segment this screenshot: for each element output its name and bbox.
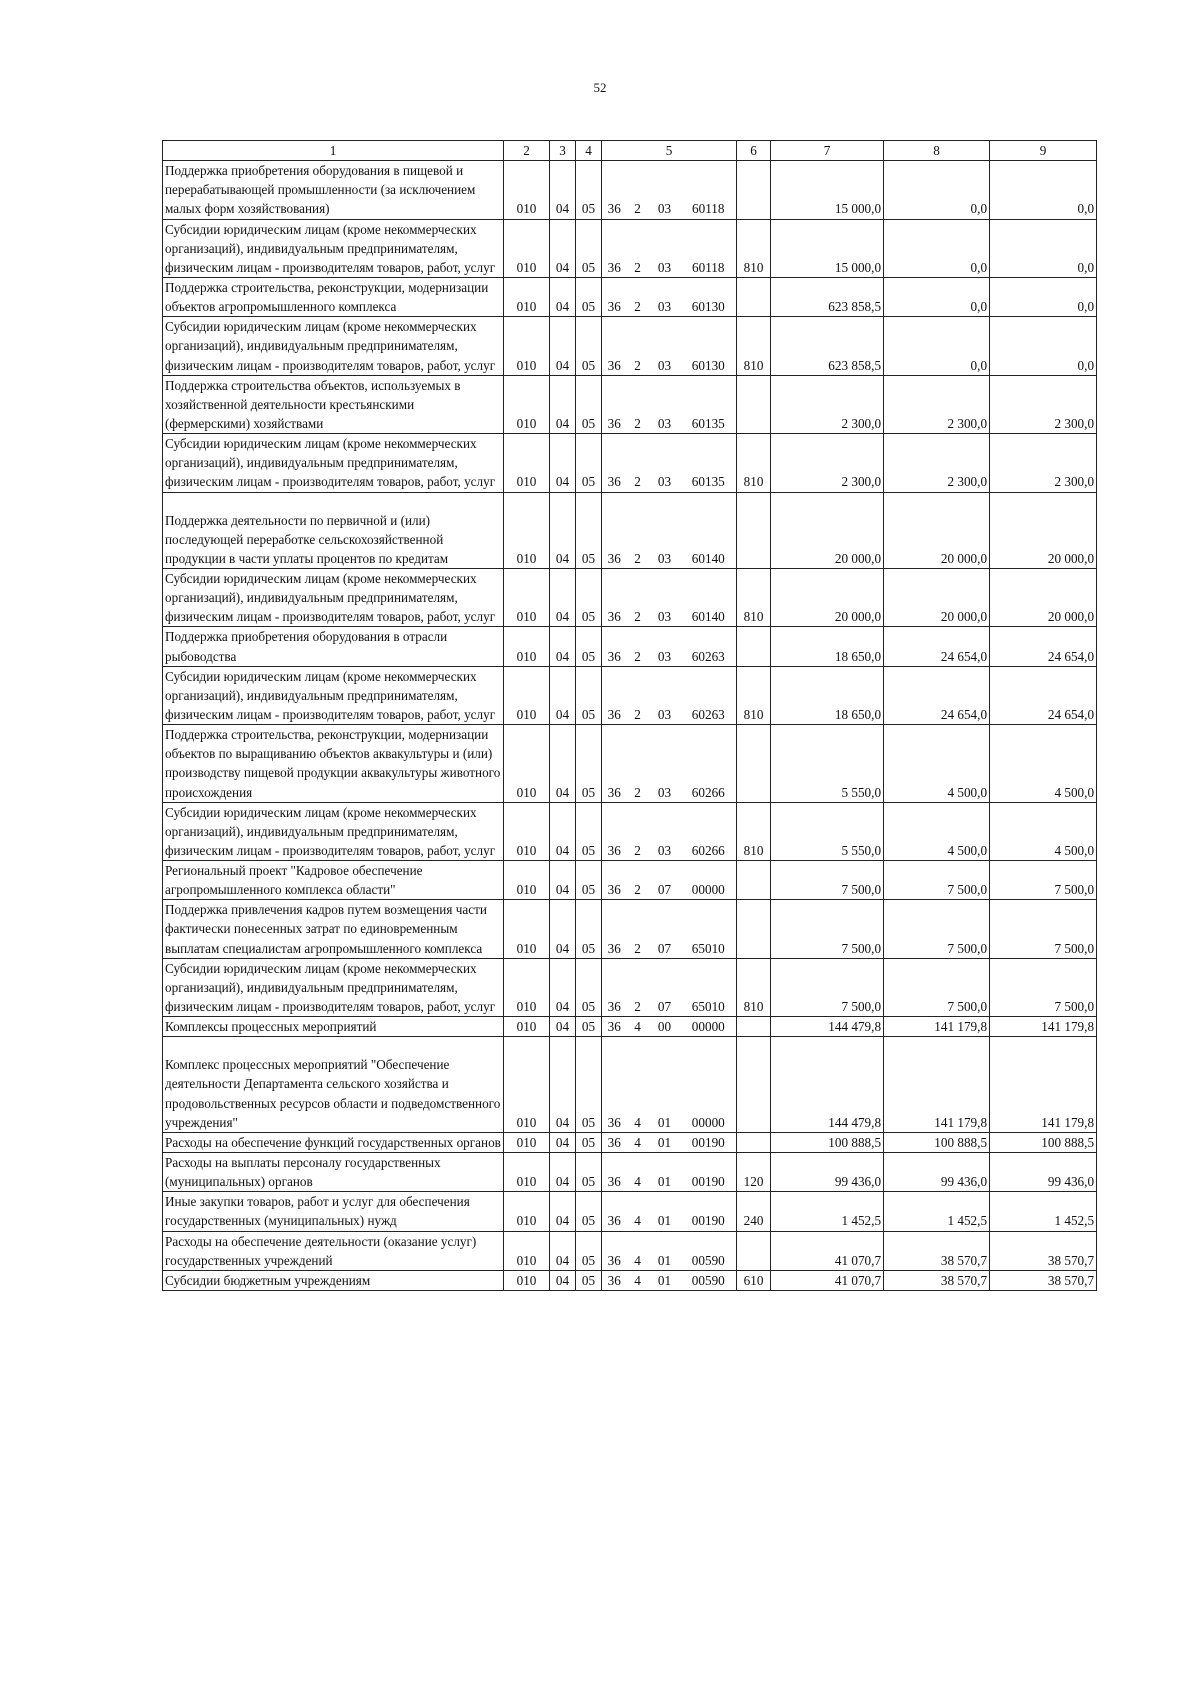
col-2: 010 xyxy=(504,1153,550,1192)
col-6 xyxy=(737,277,771,316)
col-2: 010 xyxy=(504,802,550,860)
col-7: 100 888,5 xyxy=(771,1132,884,1152)
code-part-2: 2 xyxy=(627,725,649,803)
code-part-2: 4 xyxy=(627,1270,649,1290)
col-8: 0,0 xyxy=(884,277,990,316)
table-row xyxy=(163,317,1097,375)
col-2: 010 xyxy=(504,861,550,900)
col-6 xyxy=(737,161,771,219)
code-part-4: 00590 xyxy=(681,1231,737,1270)
col-9: 20 000,0 xyxy=(990,492,1097,568)
row-name: Поддержка деятельности по первичной и (или) последующей переработке сельскохозяйственной продукции в части уплаты процентов по кредитам xyxy=(163,492,504,568)
col-9: 24 654,0 xyxy=(990,666,1097,724)
col-6 xyxy=(737,375,771,433)
col-8: 0,0 xyxy=(884,219,990,277)
col-3: 04 xyxy=(550,161,576,219)
col-3: 04 xyxy=(550,958,576,1016)
col-2: 010 xyxy=(504,900,550,958)
col-7: 623 858,5 xyxy=(771,317,884,375)
code-part-2: 2 xyxy=(627,492,649,568)
code-part-3: 03 xyxy=(649,802,681,860)
col-4: 05 xyxy=(576,1132,602,1152)
row-name: Субсидии юридическим лицам (кроме некоммерческих организаций), индивидуальным предпринимателям, физическим лицам - производителям товаров, работ, услуг xyxy=(163,317,504,375)
row-name: Комплексы процессных мероприятий xyxy=(163,1017,504,1037)
col-3: 04 xyxy=(550,1270,576,1290)
col-2: 010 xyxy=(504,492,550,568)
col-6 xyxy=(737,900,771,958)
col-9: 1 452,5 xyxy=(990,1192,1097,1231)
col-3: 04 xyxy=(550,219,576,277)
code-part-1: 36 xyxy=(602,434,627,492)
code-part-2: 2 xyxy=(627,317,649,375)
code-part-3: 03 xyxy=(649,568,681,626)
code-part-3: 03 xyxy=(649,375,681,433)
col-3: 04 xyxy=(550,1192,576,1231)
col-3: 04 xyxy=(550,317,576,375)
col-3: 04 xyxy=(550,725,576,803)
col-7: 15 000,0 xyxy=(771,161,884,219)
budget-table xyxy=(162,140,1097,1291)
row-name: Поддержка приобретения оборудования в отрасли рыбоводства xyxy=(163,627,504,666)
col-9: 0,0 xyxy=(990,277,1097,316)
code-part-4: 00000 xyxy=(681,1037,737,1133)
code-part-2: 2 xyxy=(627,277,649,316)
code-part-4: 60140 xyxy=(681,492,737,568)
col-4: 05 xyxy=(576,277,602,316)
col-4: 05 xyxy=(576,1153,602,1192)
col-8: 38 570,7 xyxy=(884,1231,990,1270)
header-col-5: 5 xyxy=(602,141,737,161)
col-8: 1 452,5 xyxy=(884,1192,990,1231)
code-part-1: 36 xyxy=(602,861,627,900)
col-8: 2 300,0 xyxy=(884,434,990,492)
code-part-4: 00590 xyxy=(681,1270,737,1290)
col-3: 04 xyxy=(550,627,576,666)
code-part-1: 36 xyxy=(602,492,627,568)
table-row xyxy=(163,434,1097,492)
col-4: 05 xyxy=(576,1017,602,1037)
row-name: Поддержка строительства, реконструкции, модернизации объектов агропромышленного комплекса xyxy=(163,277,504,316)
col-2: 010 xyxy=(504,1037,550,1133)
table-row xyxy=(163,568,1097,626)
col-6 xyxy=(737,1037,771,1133)
col-8: 24 654,0 xyxy=(884,666,990,724)
code-part-2: 4 xyxy=(627,1231,649,1270)
code-part-1: 36 xyxy=(602,219,627,277)
header-col-2: 2 xyxy=(504,141,550,161)
code-part-1: 36 xyxy=(602,627,627,666)
col-3: 04 xyxy=(550,1132,576,1152)
col-9: 141 179,8 xyxy=(990,1037,1097,1133)
col-6: 810 xyxy=(737,568,771,626)
code-part-4: 60118 xyxy=(681,161,737,219)
code-part-2: 4 xyxy=(627,1132,649,1152)
table-row xyxy=(163,958,1097,1016)
code-part-2: 2 xyxy=(627,802,649,860)
code-part-2: 4 xyxy=(627,1153,649,1192)
col-2: 010 xyxy=(504,1231,550,1270)
col-6 xyxy=(737,861,771,900)
col-7: 18 650,0 xyxy=(771,666,884,724)
code-part-4: 60135 xyxy=(681,375,737,433)
code-part-3: 01 xyxy=(649,1231,681,1270)
code-part-1: 36 xyxy=(602,1231,627,1270)
table-row xyxy=(163,277,1097,316)
code-part-1: 36 xyxy=(602,317,627,375)
code-part-3: 03 xyxy=(649,317,681,375)
row-name: Поддержка приобретения оборудования в пищевой и перерабатывающей промышленности (за исключением малых форм хозяйствования) xyxy=(163,161,504,219)
col-6 xyxy=(737,627,771,666)
col-9: 7 500,0 xyxy=(990,861,1097,900)
code-part-4: 65010 xyxy=(681,958,737,1016)
table-row xyxy=(163,666,1097,724)
col-9: 0,0 xyxy=(990,219,1097,277)
col-9: 2 300,0 xyxy=(990,434,1097,492)
col-4: 05 xyxy=(576,861,602,900)
col-6: 120 xyxy=(737,1153,771,1192)
code-part-4: 00000 xyxy=(681,1017,737,1037)
code-part-3: 03 xyxy=(649,434,681,492)
table-row xyxy=(163,802,1097,860)
col-2: 010 xyxy=(504,277,550,316)
code-part-1: 36 xyxy=(602,666,627,724)
table-row xyxy=(163,627,1097,666)
col-2: 010 xyxy=(504,434,550,492)
col-7: 2 300,0 xyxy=(771,375,884,433)
col-7: 144 479,8 xyxy=(771,1037,884,1133)
header-col-1: 1 xyxy=(163,141,504,161)
col-6 xyxy=(737,725,771,803)
col-2: 010 xyxy=(504,317,550,375)
col-6: 810 xyxy=(737,802,771,860)
col-2: 010 xyxy=(504,958,550,1016)
code-part-4: 65010 xyxy=(681,900,737,958)
code-part-2: 4 xyxy=(627,1017,649,1037)
code-part-1: 36 xyxy=(602,568,627,626)
col-7: 20 000,0 xyxy=(771,492,884,568)
code-part-4: 00000 xyxy=(681,861,737,900)
col-7: 7 500,0 xyxy=(771,900,884,958)
col-6 xyxy=(737,1132,771,1152)
code-part-1: 36 xyxy=(602,1192,627,1231)
row-name: Субсидии юридическим лицам (кроме некоммерческих организаций), индивидуальным предпринимателям, физическим лицам - производителям товаров, работ, услуг xyxy=(163,802,504,860)
row-name: Поддержка привлечения кадров путем возмещения части фактически понесенных затрат по единовременным выплатам специалистам агропромышленного комплекса xyxy=(163,900,504,958)
col-2: 010 xyxy=(504,1132,550,1152)
col-4: 05 xyxy=(576,725,602,803)
col-6: 810 xyxy=(737,958,771,1016)
col-7: 41 070,7 xyxy=(771,1270,884,1290)
col-8: 141 179,8 xyxy=(884,1017,990,1037)
code-part-2: 2 xyxy=(627,568,649,626)
code-part-1: 36 xyxy=(602,1270,627,1290)
row-name: Субсидии юридическим лицам (кроме некоммерческих организаций), индивидуальным предпринимателям, физическим лицам - производителям товаров, работ, услуг xyxy=(163,958,504,1016)
col-3: 04 xyxy=(550,1037,576,1133)
header-col-4: 4 xyxy=(576,141,602,161)
col-9: 100 888,5 xyxy=(990,1132,1097,1152)
code-part-3: 01 xyxy=(649,1153,681,1192)
col-2: 010 xyxy=(504,568,550,626)
col-4: 05 xyxy=(576,161,602,219)
col-6 xyxy=(737,492,771,568)
code-part-2: 2 xyxy=(627,861,649,900)
code-part-2: 2 xyxy=(627,627,649,666)
col-2: 010 xyxy=(504,1270,550,1290)
col-3: 04 xyxy=(550,492,576,568)
col-3: 04 xyxy=(550,375,576,433)
col-3: 04 xyxy=(550,1017,576,1037)
row-name: Субсидии юридическим лицам (кроме некоммерческих организаций), индивидуальным предпринимателям, физическим лицам - производителям товаров, работ, услуг xyxy=(163,434,504,492)
code-part-4: 60263 xyxy=(681,627,737,666)
code-part-3: 07 xyxy=(649,900,681,958)
col-3: 04 xyxy=(550,900,576,958)
table-row xyxy=(163,1192,1097,1231)
code-part-3: 01 xyxy=(649,1132,681,1152)
col-9: 0,0 xyxy=(990,161,1097,219)
row-name: Субсидии юридическим лицам (кроме некоммерческих организаций), индивидуальным предпринимателям, физическим лицам - производителям товаров, работ, услуг xyxy=(163,568,504,626)
col-4: 05 xyxy=(576,317,602,375)
code-part-1: 36 xyxy=(602,802,627,860)
col-8: 7 500,0 xyxy=(884,958,990,1016)
col-9: 7 500,0 xyxy=(990,958,1097,1016)
header-row xyxy=(163,141,1097,161)
code-part-4: 00190 xyxy=(681,1132,737,1152)
col-7: 5 550,0 xyxy=(771,725,884,803)
col-2: 010 xyxy=(504,219,550,277)
code-part-1: 36 xyxy=(602,1153,627,1192)
row-name: Поддержка строительства объектов, используемых в хозяйственной деятельности крестьянскими (фермерскими) хозяйствами xyxy=(163,375,504,433)
col-8: 100 888,5 xyxy=(884,1132,990,1152)
col-6: 810 xyxy=(737,219,771,277)
col-8: 2 300,0 xyxy=(884,375,990,433)
code-part-2: 2 xyxy=(627,958,649,1016)
table-row xyxy=(163,219,1097,277)
col-6: 810 xyxy=(737,434,771,492)
col-8: 141 179,8 xyxy=(884,1037,990,1133)
code-part-3: 03 xyxy=(649,627,681,666)
table-row xyxy=(163,1270,1097,1290)
col-7: 7 500,0 xyxy=(771,958,884,1016)
col-2: 010 xyxy=(504,725,550,803)
col-7: 18 650,0 xyxy=(771,627,884,666)
col-4: 05 xyxy=(576,900,602,958)
table-row xyxy=(163,1231,1097,1270)
code-part-3: 03 xyxy=(649,666,681,724)
col-9: 0,0 xyxy=(990,317,1097,375)
col-9: 7 500,0 xyxy=(990,900,1097,958)
header-col-7: 7 xyxy=(771,141,884,161)
code-part-3: 01 xyxy=(649,1192,681,1231)
code-part-4: 60118 xyxy=(681,219,737,277)
code-part-4: 60130 xyxy=(681,277,737,316)
col-9: 99 436,0 xyxy=(990,1153,1097,1192)
code-part-2: 2 xyxy=(627,161,649,219)
col-7: 41 070,7 xyxy=(771,1231,884,1270)
table-row xyxy=(163,161,1097,219)
row-name: Расходы на выплаты персоналу государственных (муниципальных) органов xyxy=(163,1153,504,1192)
col-8: 38 570,7 xyxy=(884,1270,990,1290)
code-part-1: 36 xyxy=(602,277,627,316)
col-3: 04 xyxy=(550,1153,576,1192)
row-name: Региональный проект "Кадровое обеспечение агропромышленного комплекса области" xyxy=(163,861,504,900)
col-4: 05 xyxy=(576,1270,602,1290)
col-2: 010 xyxy=(504,627,550,666)
header-col-9: 9 xyxy=(990,141,1097,161)
col-4: 05 xyxy=(576,219,602,277)
col-4: 05 xyxy=(576,802,602,860)
col-9: 4 500,0 xyxy=(990,802,1097,860)
table-row xyxy=(163,900,1097,958)
table-row xyxy=(163,1017,1097,1037)
code-part-2: 2 xyxy=(627,666,649,724)
col-9: 2 300,0 xyxy=(990,375,1097,433)
col-7: 15 000,0 xyxy=(771,219,884,277)
code-part-3: 07 xyxy=(649,958,681,1016)
code-part-4: 60140 xyxy=(681,568,737,626)
col-6: 240 xyxy=(737,1192,771,1231)
code-part-3: 03 xyxy=(649,219,681,277)
code-part-1: 36 xyxy=(602,958,627,1016)
col-9: 4 500,0 xyxy=(990,725,1097,803)
col-6 xyxy=(737,1231,771,1270)
col-4: 05 xyxy=(576,1037,602,1133)
code-part-3: 03 xyxy=(649,725,681,803)
code-part-4: 00190 xyxy=(681,1192,737,1231)
code-part-2: 2 xyxy=(627,219,649,277)
col-7: 144 479,8 xyxy=(771,1017,884,1037)
code-part-4: 60130 xyxy=(681,317,737,375)
col-3: 04 xyxy=(550,568,576,626)
code-part-3: 07 xyxy=(649,861,681,900)
col-2: 010 xyxy=(504,1192,550,1231)
col-4: 05 xyxy=(576,492,602,568)
col-8: 4 500,0 xyxy=(884,802,990,860)
col-8: 0,0 xyxy=(884,161,990,219)
code-part-2: 4 xyxy=(627,1037,649,1133)
col-3: 04 xyxy=(550,1231,576,1270)
col-9: 20 000,0 xyxy=(990,568,1097,626)
col-7: 2 300,0 xyxy=(771,434,884,492)
col-7: 623 858,5 xyxy=(771,277,884,316)
code-part-3: 00 xyxy=(649,1017,681,1037)
col-3: 04 xyxy=(550,434,576,492)
col-9: 38 570,7 xyxy=(990,1231,1097,1270)
col-3: 04 xyxy=(550,861,576,900)
col-8: 7 500,0 xyxy=(884,861,990,900)
code-part-3: 03 xyxy=(649,277,681,316)
col-2: 010 xyxy=(504,375,550,433)
row-name: Комплекс процессных мероприятий "Обеспечение деятельности Департамента сельского хозяйства и продовольственных ресурсов области и подведомственного учреждения" xyxy=(163,1037,504,1133)
page-number: 52 xyxy=(593,80,607,95)
code-part-4: 60135 xyxy=(681,434,737,492)
col-6: 610 xyxy=(737,1270,771,1290)
col-8: 0,0 xyxy=(884,317,990,375)
col-4: 05 xyxy=(576,666,602,724)
code-part-2: 2 xyxy=(627,375,649,433)
col-9: 38 570,7 xyxy=(990,1270,1097,1290)
col-8: 7 500,0 xyxy=(884,900,990,958)
table-row xyxy=(163,861,1097,900)
code-part-1: 36 xyxy=(602,1017,627,1037)
col-2: 010 xyxy=(504,1017,550,1037)
col-4: 05 xyxy=(576,1231,602,1270)
row-name: Расходы на обеспечение деятельности (оказание услуг) государственных учреждений xyxy=(163,1231,504,1270)
col-2: 010 xyxy=(504,161,550,219)
row-name: Субсидии юридическим лицам (кроме некоммерческих организаций), индивидуальным предпринимателям, физическим лицам - производителям товаров, работ, услуг xyxy=(163,219,504,277)
col-2: 010 xyxy=(504,666,550,724)
col-6: 810 xyxy=(737,666,771,724)
header-col-8: 8 xyxy=(884,141,990,161)
col-6: 810 xyxy=(737,317,771,375)
code-part-1: 36 xyxy=(602,375,627,433)
col-3: 04 xyxy=(550,802,576,860)
col-4: 05 xyxy=(576,1192,602,1231)
col-7: 99 436,0 xyxy=(771,1153,884,1192)
table-row xyxy=(163,492,1097,568)
row-name: Расходы на обеспечение функций государственных органов xyxy=(163,1132,504,1152)
col-4: 05 xyxy=(576,958,602,1016)
row-name: Иные закупки товаров, работ и услуг для обеспечения государственных (муниципальных) нужд xyxy=(163,1192,504,1231)
col-3: 04 xyxy=(550,666,576,724)
table-row xyxy=(163,1037,1097,1133)
col-8: 20 000,0 xyxy=(884,492,990,568)
row-name: Субсидии юридическим лицам (кроме некоммерческих организаций), индивидуальным предпринимателям, физическим лицам - производителям товаров, работ, услуг xyxy=(163,666,504,724)
code-part-1: 36 xyxy=(602,1132,627,1152)
col-4: 05 xyxy=(576,375,602,433)
col-6 xyxy=(737,1017,771,1037)
code-part-1: 36 xyxy=(602,725,627,803)
col-3: 04 xyxy=(550,277,576,316)
code-part-4: 60266 xyxy=(681,802,737,860)
header-col-3: 3 xyxy=(550,141,576,161)
col-4: 05 xyxy=(576,434,602,492)
col-8: 4 500,0 xyxy=(884,725,990,803)
row-name: Поддержка строительства, реконструкции, модернизации объектов по выращиванию объектов аквакультуры и (или) производству пищевой продукции аквакультуры животного происхождения xyxy=(163,725,504,803)
code-part-4: 60263 xyxy=(681,666,737,724)
col-8: 20 000,0 xyxy=(884,568,990,626)
code-part-3: 03 xyxy=(649,161,681,219)
code-part-1: 36 xyxy=(602,1037,627,1133)
code-part-3: 01 xyxy=(649,1037,681,1133)
col-8: 99 436,0 xyxy=(884,1153,990,1192)
table-row xyxy=(163,1132,1097,1152)
code-part-2: 2 xyxy=(627,900,649,958)
col-7: 1 452,5 xyxy=(771,1192,884,1231)
col-7: 5 550,0 xyxy=(771,802,884,860)
header-col-6: 6 xyxy=(737,141,771,161)
code-part-3: 03 xyxy=(649,492,681,568)
col-8: 24 654,0 xyxy=(884,627,990,666)
col-9: 24 654,0 xyxy=(990,627,1097,666)
col-9: 141 179,8 xyxy=(990,1017,1097,1037)
col-4: 05 xyxy=(576,627,602,666)
code-part-4: 60266 xyxy=(681,725,737,803)
col-7: 7 500,0 xyxy=(771,861,884,900)
code-part-2: 4 xyxy=(627,1192,649,1231)
code-part-4: 00190 xyxy=(681,1153,737,1192)
col-4: 05 xyxy=(576,568,602,626)
table-row xyxy=(163,375,1097,433)
code-part-3: 01 xyxy=(649,1270,681,1290)
col-7: 20 000,0 xyxy=(771,568,884,626)
code-part-1: 36 xyxy=(602,161,627,219)
code-part-2: 2 xyxy=(627,434,649,492)
table-row xyxy=(163,725,1097,803)
code-part-1: 36 xyxy=(602,900,627,958)
table-row xyxy=(163,1153,1097,1192)
row-name: Субсидии бюджетным учреждениям xyxy=(163,1270,504,1290)
